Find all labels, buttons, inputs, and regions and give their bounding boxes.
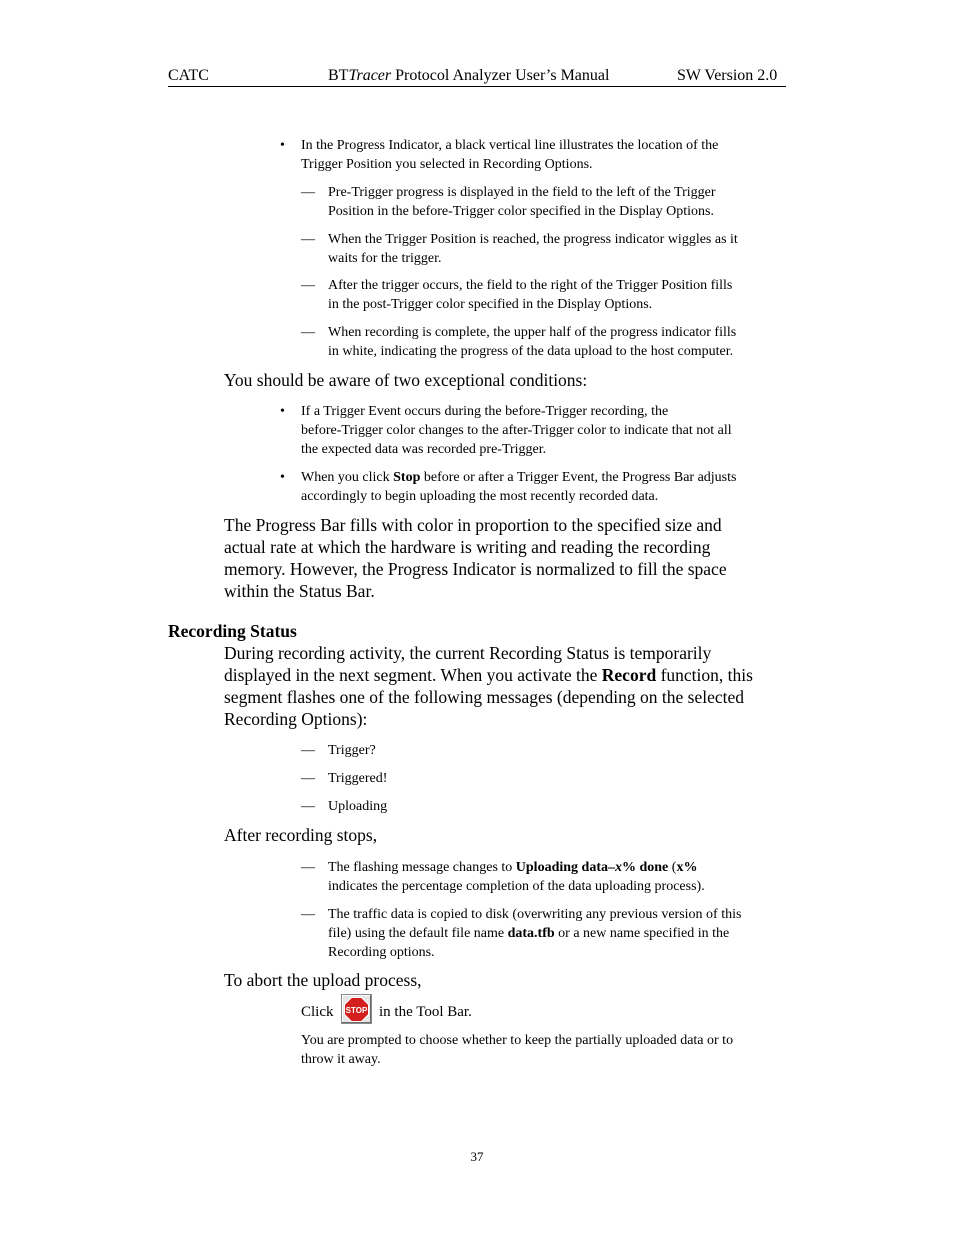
status-message-uploading: Uploading: [328, 799, 388, 814]
dash-item-after-trigger: After the trigger occurs, the field to the right of the Trigger Position fills in the post-Trigger color specified in the Display Options.: [328, 278, 733, 312]
dash-marker: —: [301, 907, 315, 922]
stop-icon-label: STOP: [345, 1006, 368, 1015]
dash-item-trigger-position: When the Trigger Position is reached, the progress indicator wiggles as it waits for the trigger.: [328, 232, 738, 266]
header-version: SW Version 2.0: [677, 67, 778, 84]
progress-bar-paragraph: The Progress Bar fills with color in proportion to the specified size and actual rate at which the hardware is writing and reading the recording memory. However, the Progress Indicator is normalized to fill the space within the Status Bar.: [224, 515, 727, 601]
dash-item-traffic-data: The traffic data is copied to disk (overwriting any previous version of this file) using the default file name data.tfb or a new name specified in the Recording options.: [328, 907, 742, 960]
bullet-trigger-event: If a Trigger Event occurs during the before-Trigger recording, the before-Trigger color changes to the after-Trigger color to indicate that not all the expected data was recorded pre-Trigger.: [301, 404, 732, 457]
dash-marker: —: [301, 860, 315, 875]
header-rule: [168, 86, 786, 87]
abort-prompt: You are prompted to choose whether to keep the partially uploaded data or to throw it away.: [301, 1033, 734, 1067]
recording-status-paragraph: During recording activity, the current Recording Status is temporarily displayed in the next segment. When you activate the Record function, this segment flashes one of the following messages (depending on the selected Recording Options):: [224, 643, 753, 729]
section-heading-recording-status: Recording Status: [168, 621, 297, 641]
dash-marker: —: [301, 771, 315, 786]
stop-sign-icon: [344, 997, 369, 1022]
click-label: Click: [301, 1004, 334, 1020]
page-number: 37: [470, 1149, 484, 1164]
exceptions-intro: You should be aware of two exceptional conditions:: [224, 370, 588, 390]
bullet-marker: •: [280, 404, 285, 419]
status-message-triggered: Triggered!: [328, 771, 388, 786]
dash-item-flashing-message: The flashing message changes to Uploading data–x% done (x% indicates the percentage completion of the data uploading process).: [328, 860, 705, 894]
dash-marker: —: [301, 799, 315, 814]
bullet-marker: •: [280, 138, 285, 153]
dash-item-recording-complete: When recording is complete, the upper half of the progress indicator fills in white, indicating the progress of the data upload to the host computer.: [328, 325, 737, 359]
header-left: CATC: [168, 67, 209, 84]
dash-item-pre-trigger: Pre-Trigger progress is displayed in the field to the left of the Trigger Position in the before-Trigger color specified in the Display Options.: [328, 185, 716, 219]
abort-intro: To abort the upload process,: [224, 970, 422, 990]
header-title: BTTracer Protocol Analyzer User’s Manual: [328, 67, 610, 84]
stop-button[interactable]: [341, 994, 372, 1024]
bullet-click-stop: When you click Stop before or after a Trigger Event, the Progress Bar adjusts accordingly to begin uploading the most recently recorded data.: [301, 470, 737, 504]
bullet-marker: •: [280, 470, 285, 485]
tool-bar-text: in the Tool Bar.: [379, 1004, 472, 1020]
dash-marker: —: [301, 185, 315, 200]
dash-marker: —: [301, 325, 315, 340]
dash-marker: —: [301, 743, 315, 758]
status-message-trigger: Trigger?: [328, 743, 376, 758]
after-recording-intro: After recording stops,: [224, 825, 378, 845]
dash-marker: —: [301, 278, 315, 293]
bullet-progress-indicator: In the Progress Indicator, a black vertical line illustrates the location of the Trigger Position you selected in Recording Options.: [301, 138, 719, 172]
dash-marker: —: [301, 232, 315, 247]
